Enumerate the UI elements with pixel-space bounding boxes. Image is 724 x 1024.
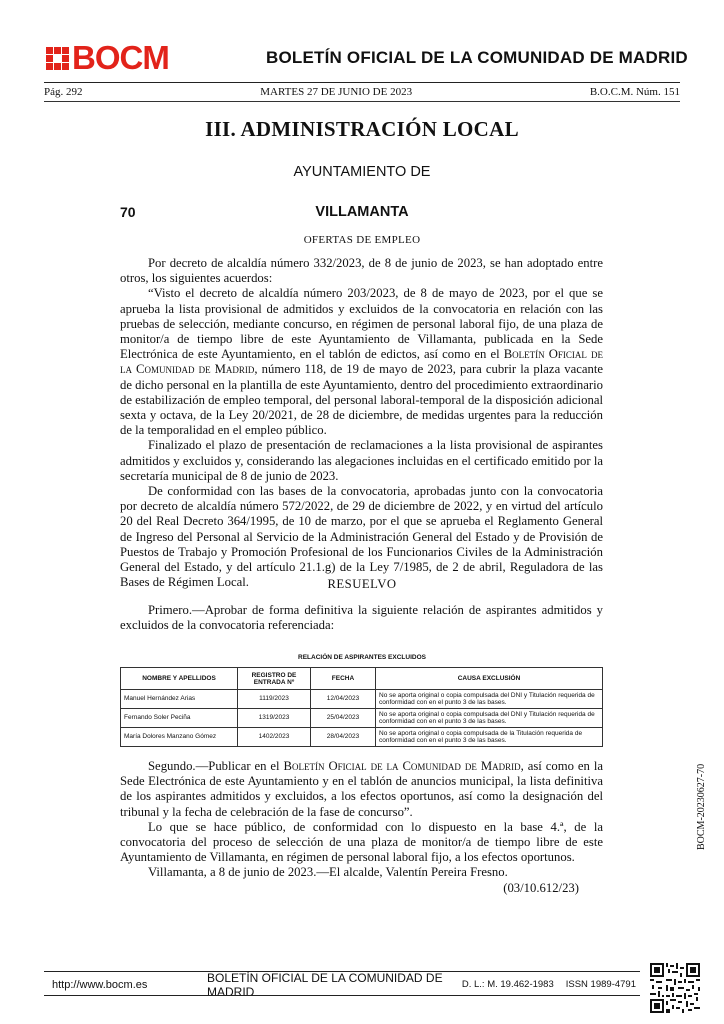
reference: (03/10.612/23)	[503, 880, 579, 895]
side-code: BOCM-20230627-70	[696, 763, 707, 850]
cell-causa: No se aporta original o copia compulsada del DNI y Titulación requerida de conformidad con en el punto 3 de las bases.	[376, 709, 603, 728]
paragraph: Finalizado el plazo de presentación de reclamaciones a la lista provisional de aspirantes admitidos y excluidos y, considerando las alegaciones incluidas en el certificado emitido por la secretaría municipal de 8 de junio de 2023.	[120, 438, 603, 483]
cell-fecha: 28/04/2023	[311, 728, 376, 747]
paragraph: Lo que se hace público, de conformidad con lo dispuesto en la base 4.ª, de la convocatoria del proceso de selección de una plaza de monitor/a de tiempo libre de este Ayuntamiento de Villamanta, en régimen de personal laboral fijo, a los efectos oportunos.	[120, 819, 603, 865]
cell-registro: 1402/2023	[238, 728, 311, 747]
section-title: III. ADMINISTRACIÓN LOCAL	[205, 117, 519, 141]
cell-registro: 1119/2023	[238, 690, 311, 709]
table-row	[121, 690, 603, 709]
column-header: REGISTRO DE ENTRADA Nº	[238, 668, 311, 690]
qr-code-icon	[650, 963, 700, 1013]
footer-issn: ISSN 1989-4791	[565, 979, 636, 990]
madrid-logo-icon	[46, 47, 69, 70]
cell-causa: No se aporta original o copia compulsada del DNI y Titulación requerida de conformidad con en el punto 3 de las bases.	[376, 690, 603, 709]
footer-legal-deposit: D. L.: M. 19.462-1983	[461, 979, 554, 990]
paragraph: De conformidad con las bases de la convocatoria, aprobadas junto con la convocatoria por decreto de alcaldía número 572/2022, de 29 de diciembre de 2022, y en virtud del artículo 20 del Real Decreto 364/1995, de 10 de marzo, por el que se aprueba el Reglamento General de Ingreso del Personal al Servicio de la Administración General del Estado y de Provisión de Puestos de Trabajo y Promoción Profesional de los Funcionarios Civiles de la Administración General del Estado, y del artículo 21.1.g) de la Ley 7/1985, de 2 de abril, Reguladora de las Bases de Régimen Local.	[120, 484, 603, 590]
paragraph: Por decreto de alcaldía número 332/2023, de 8 de junio de 2023, se han adoptado entre otros, los siguientes acuerdos:	[120, 256, 603, 286]
entity-label: AYUNTAMIENTO DE	[293, 164, 431, 180]
header-title: BOLETÍN OFICIAL DE LA COMUNIDAD DE MADRID	[266, 48, 688, 67]
bocm-logo	[46, 39, 169, 76]
town-name: VILLAMANTA	[315, 204, 409, 220]
issue-number: B.O.C.M. Núm. 151	[589, 86, 680, 98]
table-header-row	[121, 668, 603, 690]
column-header: CAUSA EXCLUSIÓN	[376, 668, 603, 690]
paragraph: Segundo.—Publicar en el Boletín Oficial de la Comunidad de Madrid, así como en la Sede Electrónica de este Ayuntamiento y en el tablón de anuncios municipal, la lista definitiva de los aspirantes admitidos y excluidos, a los efectos oportunos, así como la designación del tribunal y la fecha de celebración de la fase de concurso”.	[120, 759, 604, 819]
column-header: FECHA	[311, 668, 376, 690]
table-row	[121, 728, 603, 747]
page-number: Pág. 292	[44, 86, 83, 98]
signature: Villamanta, a 8 de junio de 2023.—El alcalde, Valentín Pereira Fresno.	[148, 865, 508, 880]
cell-name: Manuel Hernández Arias	[121, 690, 238, 709]
table-row	[121, 709, 603, 728]
logo-text: BOCM	[72, 39, 169, 76]
footer-title: BOLETÍN OFICIAL DE LA COMUNIDAD DE MADRID	[207, 970, 443, 999]
cell-name: Fernando Soler Peciña	[121, 709, 238, 728]
cell-fecha: 25/04/2023	[311, 709, 376, 728]
body-text-1	[120, 256, 603, 590]
cell-fecha: 12/04/2023	[311, 690, 376, 709]
footer	[44, 970, 640, 999]
paragraph: Primero.—Aprobar de forma definitiva la siguiente relación de aspirantes admitidos y excluidos de la convocatoria referenciada:	[120, 603, 603, 633]
paragraph: “Visto el decreto de alcaldía número 203/2023, de 8 de mayo de 2023, por el que se aprueba la lista provisional de admitidos y excluidos de la convocatoria en relación con las pruebas de selección, mediante concurso, en régimen de personal laboral fijo, de una plaza de monitor/a de tiempo libre de este Ayuntamiento de Villamanta, publicada en la Sede Electrónica de este Ayuntamiento, en el tablón de edictos, así como en el Boletín Oficial de la Comunidad de Madrid, número 118, de 19 de mayo de 2023, para cubrir la plaza vacante de dicho personal en la plantilla de este Ayuntamiento, dentro del procedimiento extraordinario de estabilización de empleo temporal, del personal laboral-temporal de la disposición adicional sexta y octava, de la Ley 20/2021, de 28 de diciembre, de medidas urgentes para la reducción de la temporalidad en el empleo público.	[120, 286, 603, 438]
cell-causa: No se aporta original o copia compulsada de la Titulación requerida de conformidad con en el punto 3 de las bases.	[376, 728, 603, 747]
column-header: NOMBRE Y APELLIDOS	[121, 668, 238, 690]
subject: OFERTAS DE EMPLEO	[303, 234, 421, 246]
meta-divider	[44, 101, 680, 102]
footer-divider-bottom	[44, 995, 640, 996]
footer-url-link[interactable]: http://www.bocm.es	[52, 978, 148, 991]
issue-date: MARTES 27 DE JUNIO DE 2023	[260, 86, 413, 98]
cell-name: María Dolores Manzano Gómez	[121, 728, 238, 747]
header-divider	[44, 82, 680, 83]
entry-number: 70	[120, 204, 136, 220]
header-meta	[44, 86, 680, 98]
resuelvo-heading: RESUELVO	[327, 577, 397, 591]
table-title: RELACIÓN DE ASPIRANTES EXCLUIDOS	[298, 654, 426, 661]
cell-registro: 1319/2023	[238, 709, 311, 728]
excluded-table	[120, 667, 603, 747]
body-text-3	[120, 759, 603, 896]
body-text-2	[120, 603, 603, 633]
